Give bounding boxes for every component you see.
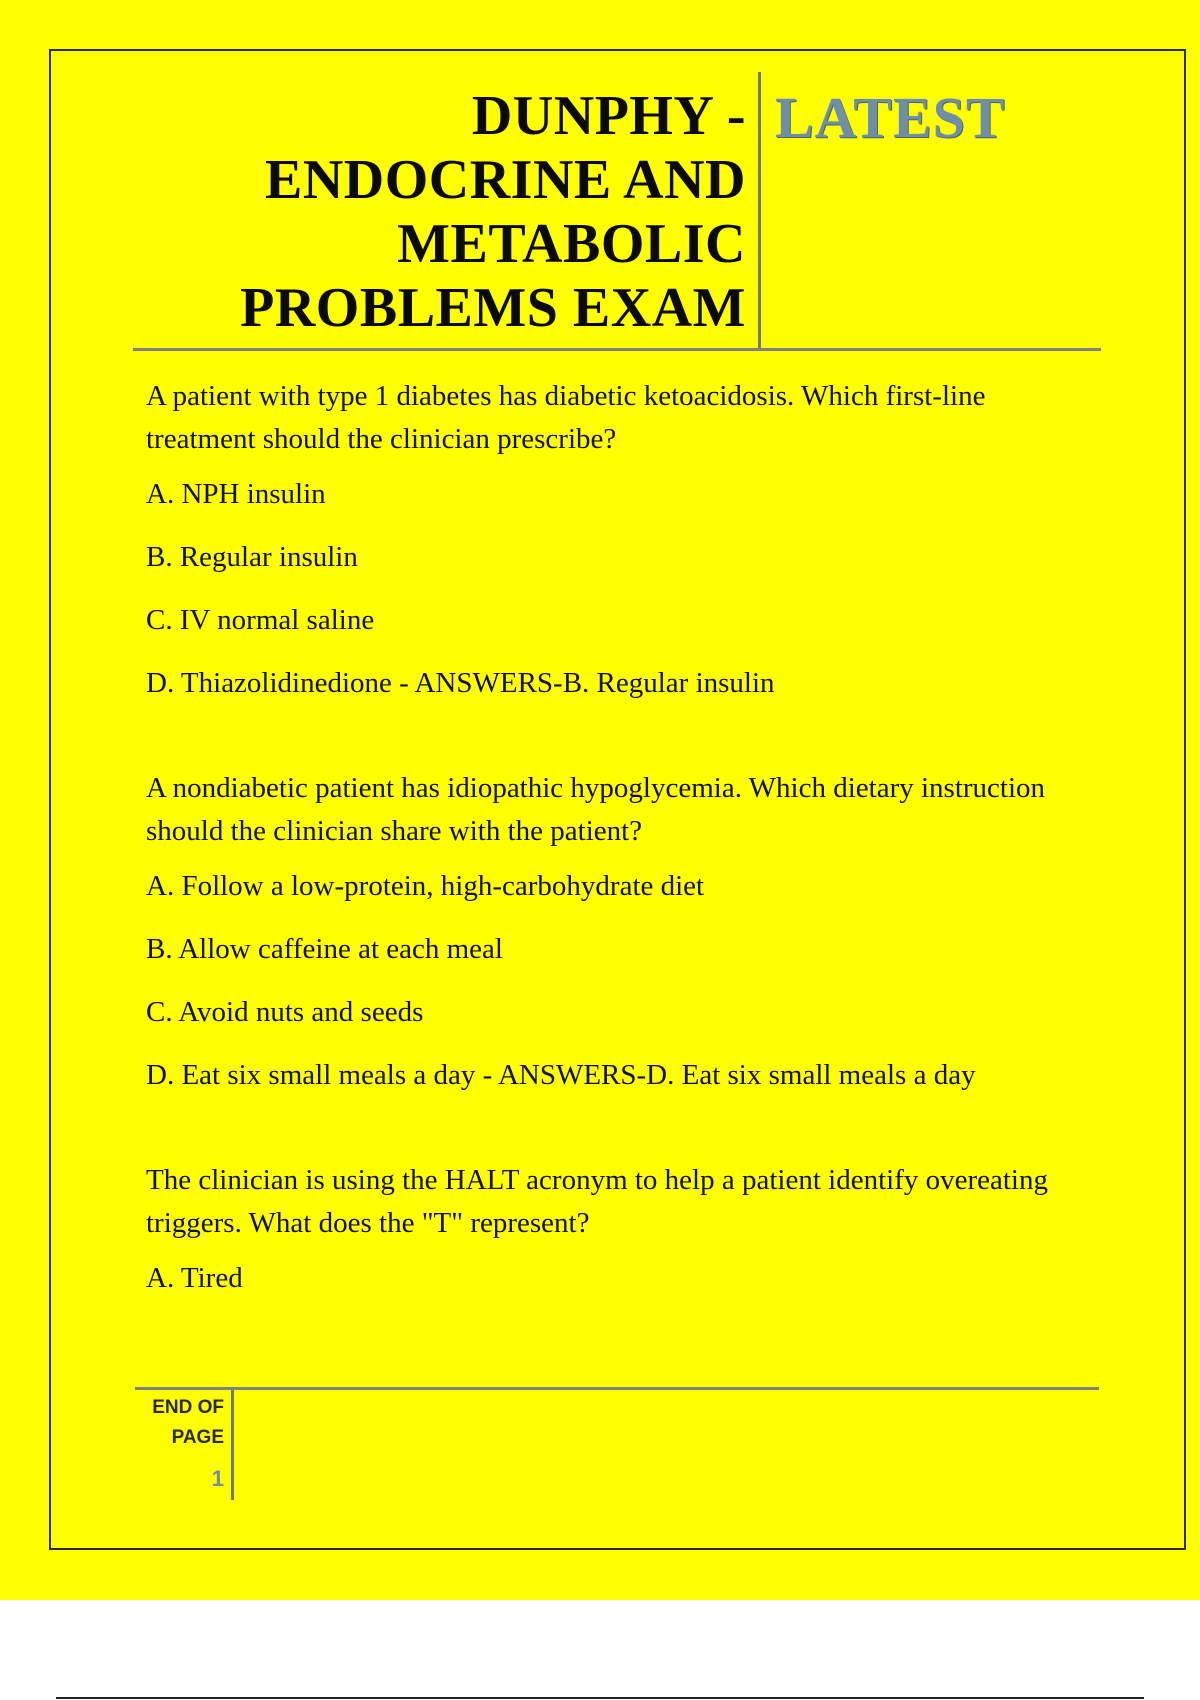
- question-text: A nondiabetic patient has idiopathic hypoglycemia. Which dietary instruction should the clinician share with the patient?: [146, 772, 1046, 847]
- document-title: [133, 72, 758, 350]
- footer-divider: [231, 1390, 234, 1500]
- question-text: The clinician is using the HALT acronym to help a patient identify overeating triggers. What does the "T" represent?: [146, 1164, 1048, 1239]
- question-block-1: [146, 375, 1096, 705]
- title-line: DUNPHY -: [471, 85, 746, 147]
- answer-option: A. Follow a low-protein, high-carbohydrate diet: [146, 870, 705, 902]
- document-header: [133, 72, 1101, 350]
- question-block-2: [146, 767, 1096, 1097]
- answer-option: B. Regular insulin: [146, 541, 358, 573]
- answer-option: A. Tired: [146, 1262, 243, 1294]
- end-of-label: END OF: [152, 1397, 224, 1418]
- answer-option: D. Thiazolidinedione - ANSWERS-B. Regular insulin: [146, 667, 775, 699]
- answer-option: A. NPH insulin: [146, 478, 326, 510]
- header-divider: [758, 72, 761, 350]
- question-text: A patient with type 1 diabetes has diabetic ketoacidosis. Which first-line treatment should the clinician prescribe?: [146, 380, 986, 455]
- page-number: 1: [211, 1466, 224, 1491]
- questions-content: [146, 375, 1096, 1320]
- title-line: ENDOCRINE AND: [265, 149, 746, 211]
- answer-option: C. IV normal saline: [146, 604, 375, 636]
- header-rule: [133, 348, 1101, 351]
- title-line: PROBLEMS EXAM: [240, 277, 746, 339]
- title-line: METABOLIC: [397, 213, 746, 275]
- answer-option: B. Allow caffeine at each meal: [146, 933, 503, 965]
- question-block-3: [146, 1159, 1096, 1300]
- answer-option: D. Eat six small meals a day - ANSWERS-D. Eat six small meals a day: [146, 1059, 976, 1091]
- bottom-rule: [56, 1697, 1144, 1699]
- page-label: PAGE: [171, 1427, 224, 1448]
- latest-tag: LATEST: [775, 85, 1006, 150]
- answer-option: C. Avoid nuts and seeds: [146, 996, 424, 1028]
- footer-rule: [135, 1387, 1099, 1390]
- end-of-page-label: [130, 1393, 224, 1453]
